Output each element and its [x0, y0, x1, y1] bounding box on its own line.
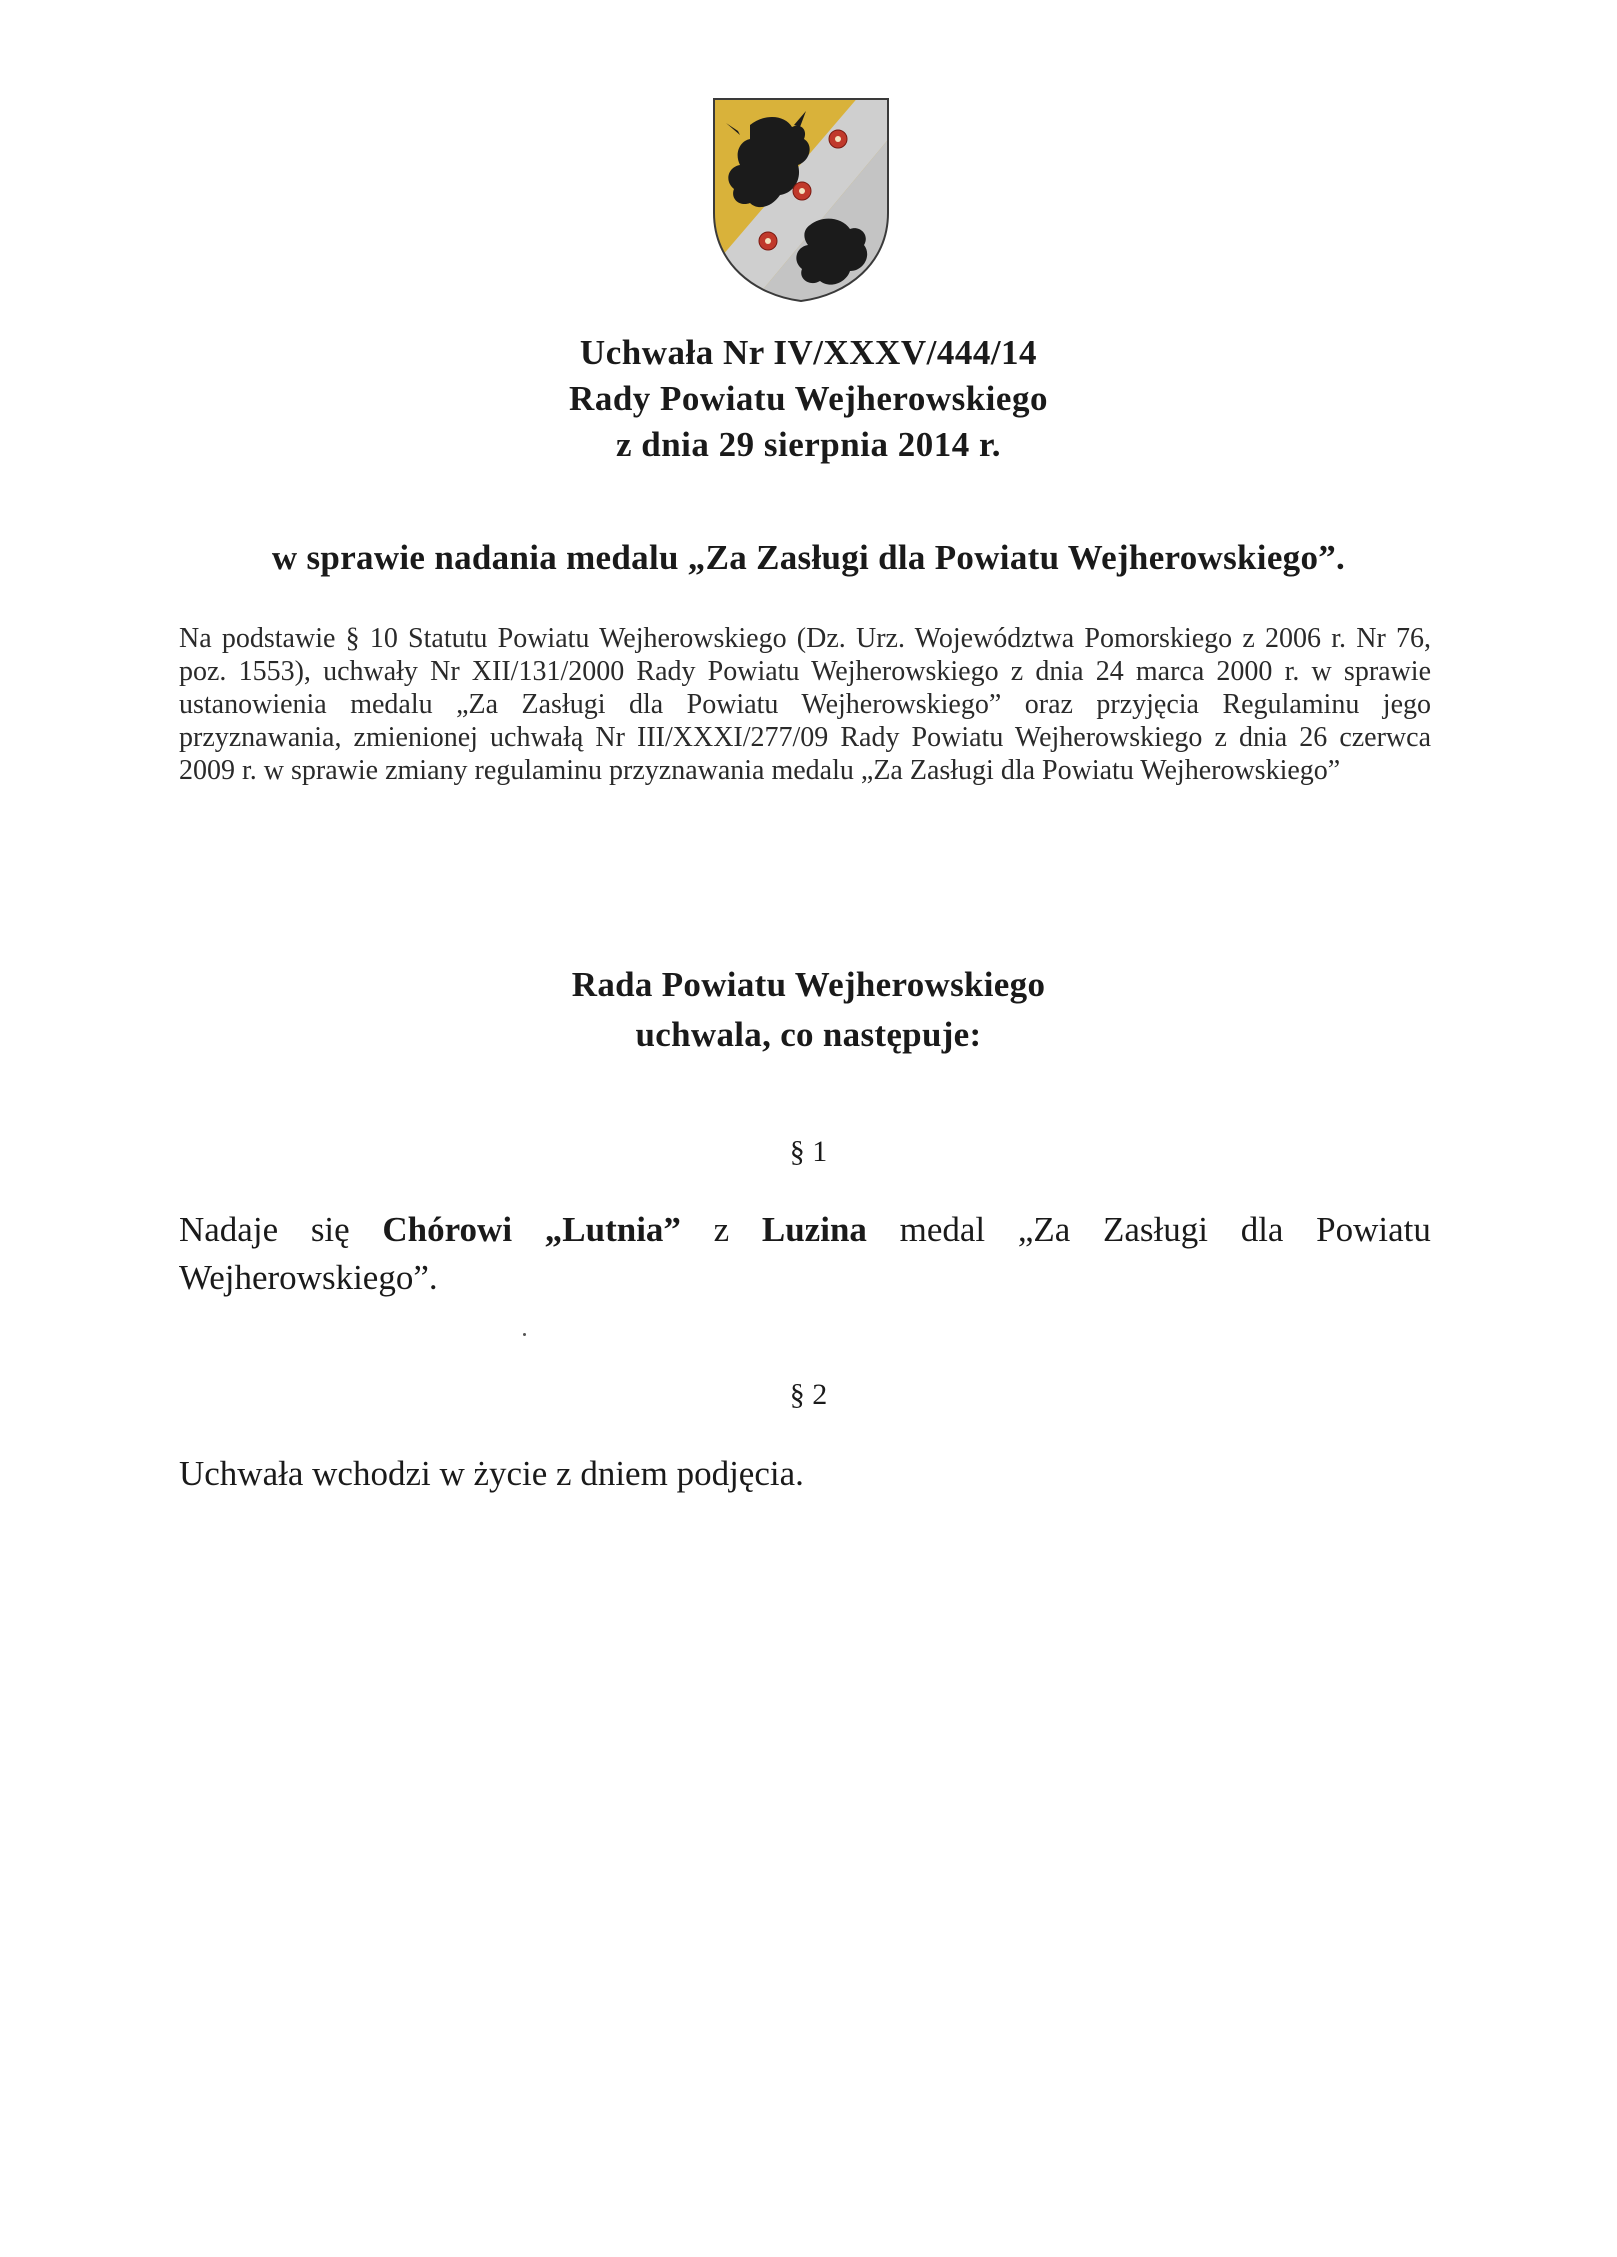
wejherowo-county-coat-of-arms-icon	[710, 95, 892, 305]
resolution-date: z dnia 29 sierpnia 2014 r.	[615, 425, 1002, 464]
word: dla	[1240, 1210, 1284, 1249]
council-decides: uchwala, co następuje:	[635, 1015, 982, 1054]
word: Zasługi	[1103, 1210, 1208, 1249]
section-1-line-2: Wejherowskiego”.	[179, 1258, 438, 1297]
word: medal	[899, 1210, 986, 1249]
awardee-choir-name: „Lutnia”	[544, 1210, 681, 1249]
resolution-issuer: Rady Powiatu Wejherowskiego	[569, 379, 1048, 418]
section-1-line-1	[179, 1206, 1431, 1254]
resolution-subject: w sprawie nadania medalu „Za Zasługi dla Powiatu Wejherowskiego”.	[271, 538, 1346, 577]
awardee-town: Luzina	[761, 1210, 867, 1249]
word: „Za	[1017, 1210, 1071, 1249]
word: Powiatu	[1316, 1210, 1431, 1249]
awardee-name: Chórowi	[382, 1210, 513, 1249]
scan-speck	[523, 1333, 526, 1336]
word: Nadaje	[179, 1210, 279, 1249]
word: z	[713, 1210, 730, 1249]
resolution-header	[0, 330, 1617, 468]
section-1-sign: § 1	[789, 1135, 828, 1168]
section-2-text: Uchwała wchodzi w życie z dniem podjęcia.	[179, 1454, 804, 1493]
council-decision-heading	[0, 960, 1617, 1060]
word: się	[310, 1210, 350, 1249]
section-2-sign: § 2	[789, 1378, 828, 1411]
resolution-title: Uchwała Nr IV/XXXV/444/14	[579, 333, 1038, 372]
section-1-text	[179, 1206, 1431, 1302]
legal-basis-paragraph: Na podstawie § 10 Statutu Powiatu Wejherowskiego (Dz. Urz. Województwa Pomorskiego z 2006 r. Nr 76, poz. 1553), uchwały Nr XII/131/2000 Rady Powiatu Wejherowskiego z dnia 24 marca 2000 r. w sprawie ustanowienia medalu „Za Zasługi dla Powiatu Wejherowskiego” oraz przyjęcia Regulaminu jego przyznawania, zmienionej uchwałą Nr III/XXXI/277/09 Rady Powiatu Wejherowskiego z dnia 26 czerwca 2009 r. w sprawie zmiany regulaminu przyznawania medalu „Za Zasługi dla Powiatu Wejherowskiego”	[179, 623, 1431, 786]
council-name: Rada Powiatu Wejherowskiego	[571, 965, 1046, 1004]
